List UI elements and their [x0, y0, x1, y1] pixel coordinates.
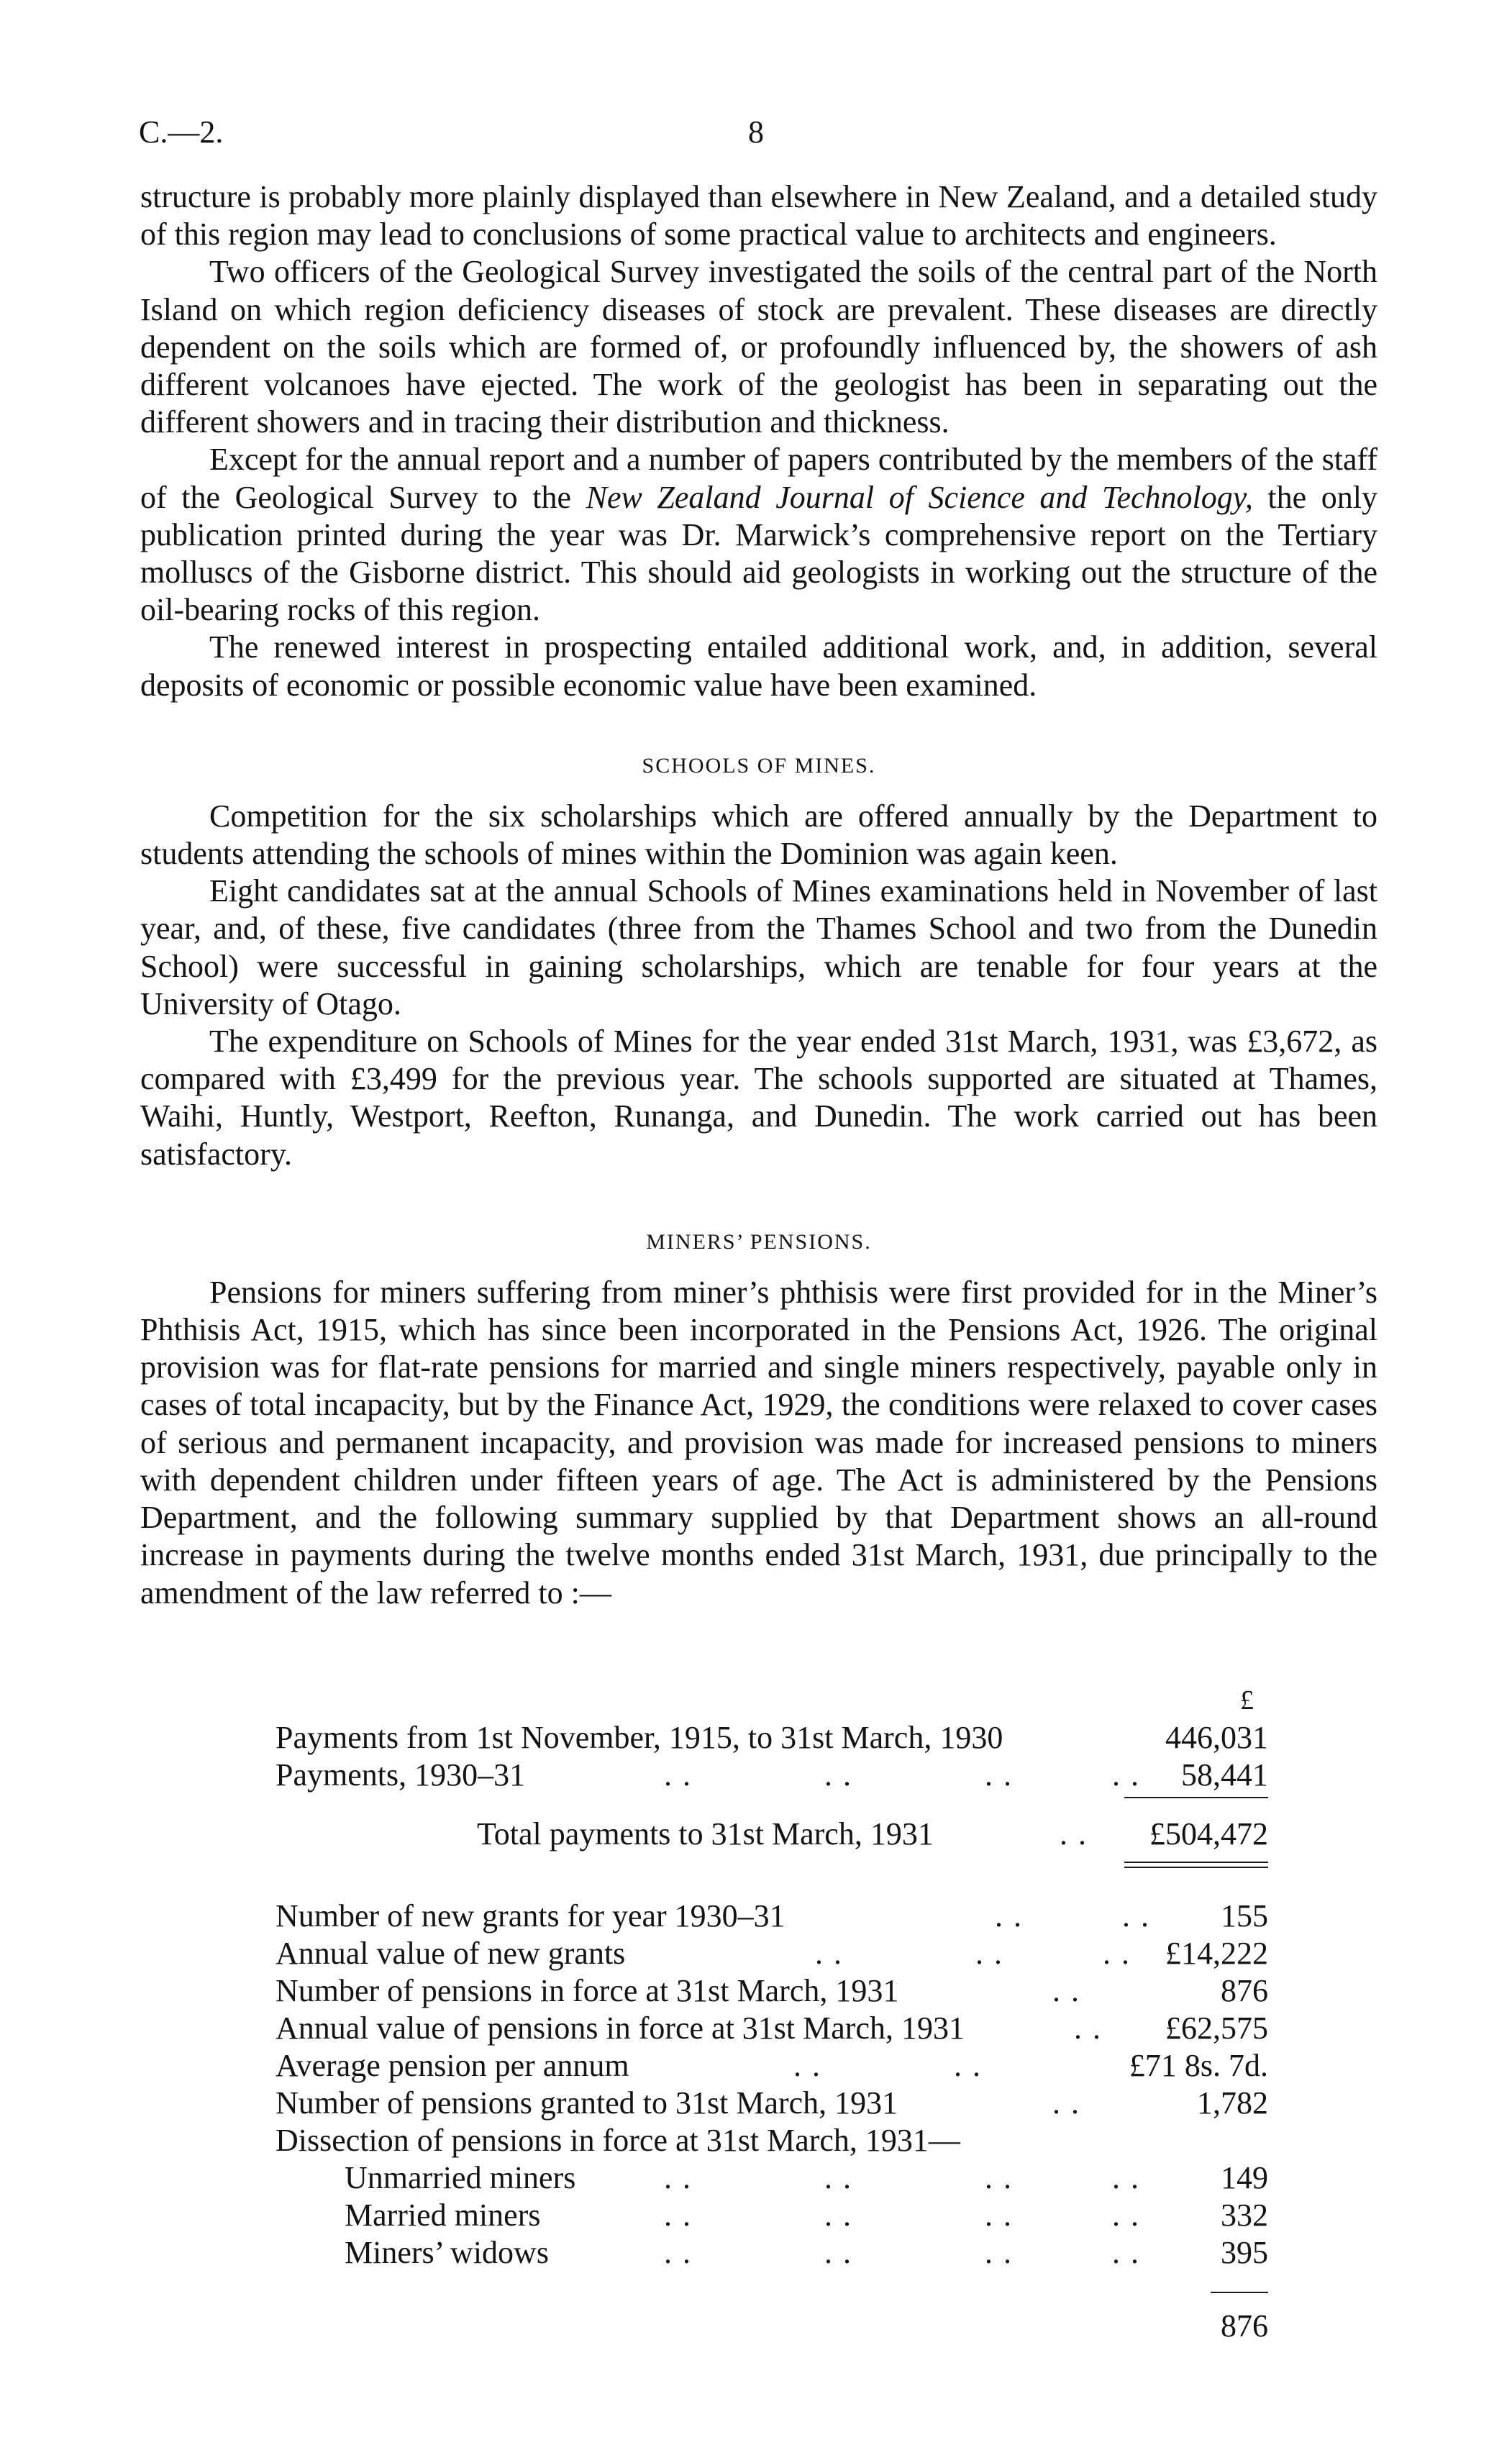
text-body: [140, 178, 1377, 1612]
row-label: Average pension per annum: [275, 2048, 629, 2083]
row-label: Number of new grants for year 1930–31: [275, 1898, 785, 1934]
paragraph-publications: [140, 441, 1377, 629]
row-value: £62,575: [1165, 2010, 1268, 2046]
paragraph: Pensions for miners suffering from miner’s phthisis were first provided for in the Miner’s Phthisis Act, 1915, which has since been incorporated in the Pensions Act, 1926. The original provision was for flat-rate pensions for married and single miners respectively, payable only in cases of total incapacity, but by the Finance Act, 1929, the conditions were relaxed to cover cases of serious and permanent incapacity, and provision was made for increased pensions to miners with dependent children under fifteen years of age. The Act is administered by the Pensions Department, and the following summary supplied by that Department shows an all-round increase in payments during the twelve months ended 31st March, 1931, due principally to the amendment of the law referred to :—: [140, 1274, 1377, 1611]
table-row: Annual value of new grants . . . . . . £14,222: [275, 1936, 1268, 1971]
row-label: Total payments to 31st March, 1931: [477, 1816, 934, 1852]
text-run: the only publication printed during the year was Dr. Marwick’s comprehensive report on the Tertiary molluscs of the Gisborne district. This should aid geologists in working out the structure of the oil-bearing rocks of this region.: [140, 479, 1377, 628]
row-label: Married miners: [345, 2197, 541, 2233]
row-value: 332: [1221, 2197, 1268, 2233]
row-label: Annual value of new grants: [275, 1936, 626, 1971]
text-run: Except for the annual report and a number of papers contributed by the members of the staff of the Geological Survey to the: [140, 442, 1377, 515]
table-row: Miners’ widows . . . . . . . . 395: [345, 2235, 1268, 2270]
series-number: C.—2.: [139, 114, 224, 150]
row-label: Unmarried miners: [345, 2160, 576, 2195]
paragraph: structure is probably more plainly displayed than elsewhere in New Zealand, and a detailed study of this region may lead to conclusions of some practical value to architects and engineers.: [140, 179, 1377, 252]
table-row: [275, 1719, 1268, 1757]
paragraph: The renewed interest in prospecting entailed additional work, and, in addition, several deposits of economic or possible economic value have been examined.: [140, 629, 1377, 703]
row-value: 446,031: [1165, 1720, 1268, 1755]
row-label: Miners’ widows: [345, 2235, 549, 2270]
paragraph: Eight candidates sat at the annual Schools of Mines examinations held in November of last year, and, of these, five candidates (three from the Thames School and two from the Dunedin School) were successful in gaining scholarships, which are tenable for four years at the University of Otago.: [140, 873, 1377, 1021]
row-label: Payments, 1930–31: [275, 1757, 526, 1793]
row-label: Number of pensions in force at 31st March, 1931: [275, 1973, 899, 2008]
row-label: Number of pensions granted to 31st March, 1931: [275, 2085, 898, 2121]
row-value: £71 8s. 7d.: [1129, 2048, 1268, 2083]
paragraph: The expenditure on Schools of Mines for the year ended 31st March, 1931, was £3,672, as compared with £3,499 for the previous year. The schools supported are situated at Thames, Waihi, Huntly, Westport, Reefton, Runanga, and Dunedin. The work carried out has been satisfactory.: [140, 1024, 1377, 1172]
paragraph: Competition for the six scholarships which are offered annually by the Department to students attending the schools of mines within the Dominion was again keen.: [140, 798, 1377, 872]
table-row: Number of pensions in force at 31st March, 1931 . . 876: [275, 1973, 1268, 2008]
journal-title: New Zealand Journal of Science and Technology,: [586, 479, 1253, 515]
table-row-total: [275, 2308, 1268, 2345]
row-value: 155: [1221, 1898, 1268, 1934]
section-heading-schools-of-mines: SCHOOLS OF MINES.: [642, 753, 876, 778]
row-value: £14,222: [1165, 1936, 1268, 1971]
page-number: 8: [748, 114, 764, 150]
table-row-total: Total payments to 31st March, 1931 . . £504,472: [477, 1816, 1268, 1852]
row-value: 149: [1221, 2160, 1268, 2195]
row-value: 876: [1221, 2308, 1268, 2344]
row-value: 395: [1221, 2235, 1268, 2270]
row-value: £504,472: [1149, 1816, 1268, 1852]
row-label: Dissection of pensions in force at 31st March, 1931—: [275, 2123, 960, 2158]
table-row: Unmarried miners . . . . . . . . 149: [345, 2160, 1268, 2195]
row-value: 1,782: [1197, 2085, 1268, 2121]
table-row: [275, 2122, 1268, 2159]
table-row: Number of new grants for year 1930–31 . . . . 155: [275, 1898, 1268, 1934]
section-heading-miners-pensions: MINERS’ PENSIONS.: [646, 1229, 872, 1254]
table-row: Annual value of pensions in force at 31st March, 1931 . . £62,575: [275, 2010, 1268, 2046]
row-value: 58,441: [1181, 1757, 1268, 1793]
table-row: Average pension per annum . . . . £71 8s. 7d.: [275, 2048, 1268, 2083]
paragraph: Two officers of the Geological Survey investigated the soils of the central part of the North Island on which region deficiency diseases of stock are prevalent. These diseases are directly dependent on the soils which are formed of, or profoundly influenced by, the showers of ash different volcanoes have ejected. The work of the geologist has been in separating out the different showers and in tracing their distribution and thickness.: [140, 254, 1377, 440]
row-label: Payments from 1st November, 1915, to 31st March, 1930: [275, 1720, 1003, 1755]
row-value: 876: [1221, 1973, 1268, 2008]
row-label: Annual value of pensions in force at 31st March, 1931: [275, 2010, 965, 2046]
table-row: Number of pensions granted to 31st March, 1931 . . 1,782: [275, 2085, 1268, 2121]
table-row: Married miners . . . . . . . . 332: [345, 2197, 1268, 2233]
currency-symbol: £: [1240, 1685, 1254, 1716]
table-row: Payments, 1930–31 . . . . . . . . 58,441: [275, 1757, 1268, 1793]
